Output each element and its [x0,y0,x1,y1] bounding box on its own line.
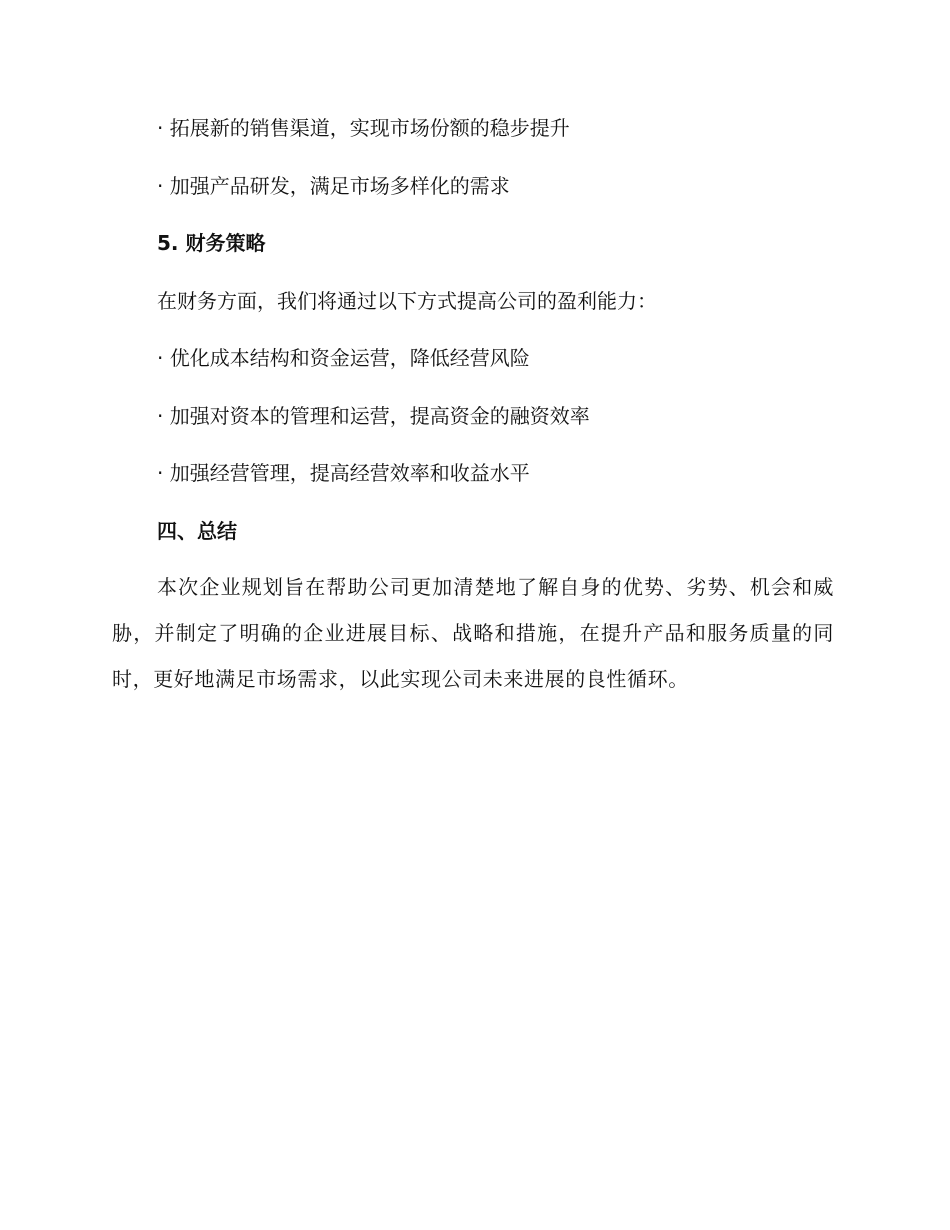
section-heading-summary: 四、总结 [157,519,237,543]
summary-paragraph: 本次企业规划旨在帮助公司更加清楚地了解自身的优势、劣势、机会和威胁，并制定了明确的企业进展目标、战略和措施，在提升产品和服务质量的同时，更好地满足市场需求，以此实现公司未来进展的良性循环。 [112,575,834,691]
bullet-product-rnd: · 加强产品研发，满足市场多样化的需求 [157,174,510,198]
bullet-operations-management: · 加强经营管理，提高经营效率和收益水平 [157,461,530,485]
bullet-capital-management: · 加强对资本的管理和运营，提高资金的融资效率 [157,404,590,428]
bullet-cost-structure: · 优化成本结构和资金运营，降低经营风险 [157,346,530,370]
bullet-sales-channels: · 拓展新的销售渠道，实现市场份额的稳步提升 [157,116,570,140]
section-heading-finance: 5. 财务策略 [157,231,266,255]
finance-intro: 在财务方面，我们将通过以下方式提高公司的盈利能力： [157,289,657,313]
